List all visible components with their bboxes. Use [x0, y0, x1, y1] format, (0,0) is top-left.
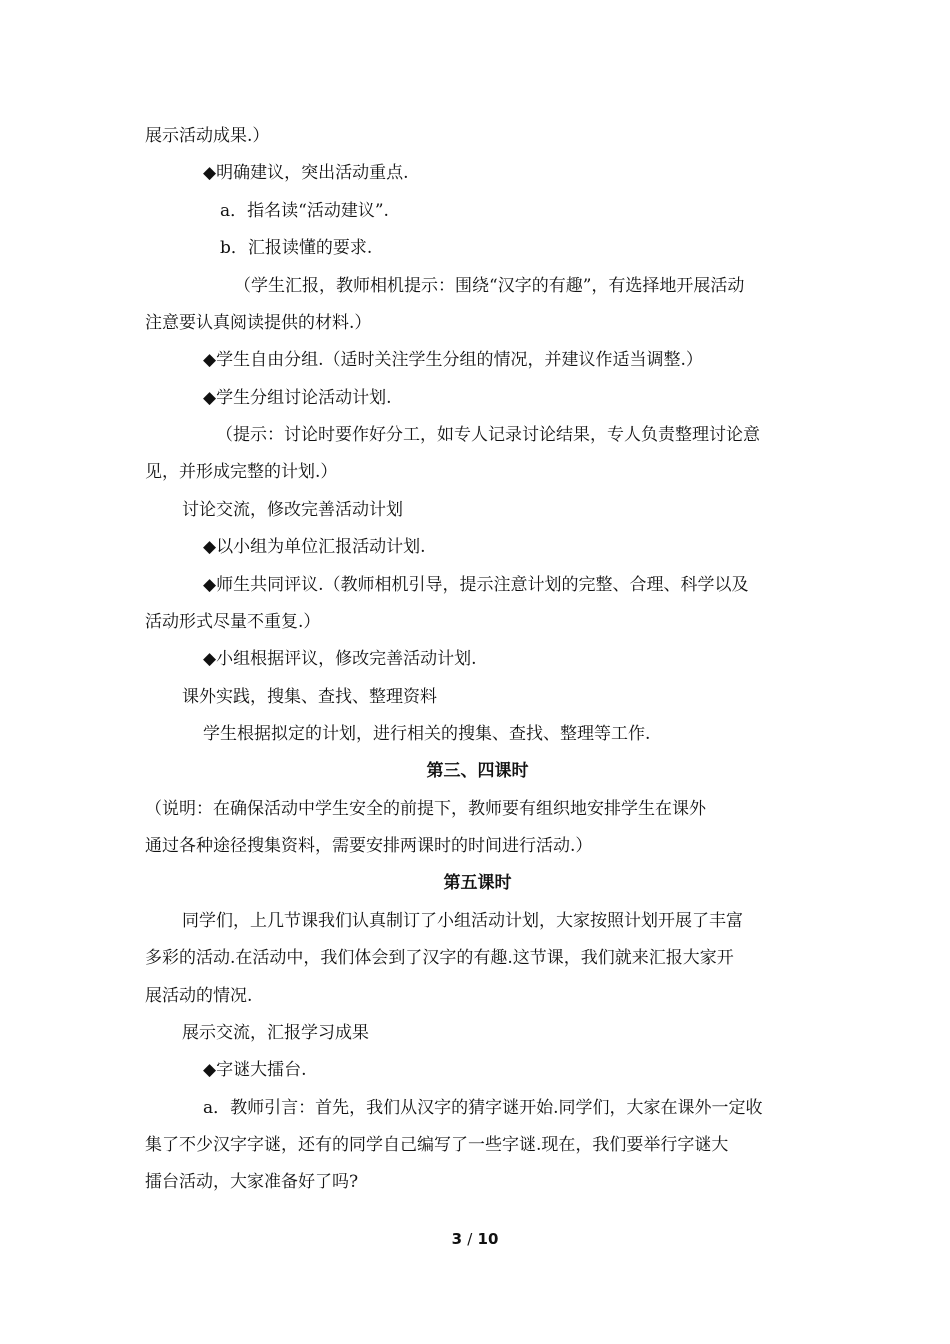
- section-label: 讨论交流，修改完善活动计划: [182, 500, 403, 520]
- bullet-line: ◆明确建议，突出活动重点.: [203, 163, 409, 183]
- text-line: 展活动的情况.: [145, 986, 253, 1006]
- text-line: 注意要认真阅读提供的材料.）: [145, 313, 372, 333]
- section-heading: 第三、四课时: [426, 761, 529, 781]
- bullet-line: ◆字谜大擂台.: [203, 1060, 307, 1080]
- bullet-line: ◆学生自由分组.（适时关注学生分组的情况，并建议作适当调整.）: [203, 350, 703, 370]
- list-item: a．教师引言：首先，我们从汉字的猜字谜开始.同学们，大家在课外一定收: [203, 1098, 763, 1118]
- section-label: 展示交流，汇报学习成果: [182, 1023, 369, 1043]
- text-line: 通过各种途径搜集资料，需要安排两课时的时间进行活动.）: [145, 836, 593, 856]
- bullet-line: ◆学生分组讨论活动计划.: [203, 388, 392, 408]
- page-total: 10: [477, 1230, 499, 1248]
- bullet-line: ◆小组根据评议，修改完善活动计划.: [203, 649, 477, 669]
- text-line: 见，并形成完整的计划.）: [145, 462, 338, 482]
- text-line: （学生汇报，教师相机提示：围绕“汉字的有趣”，有选择地开展活动: [234, 276, 745, 296]
- text-line: 擂台活动，大家准备好了吗?: [145, 1172, 359, 1192]
- text-line: 活动形式尽量不重复.）: [145, 612, 321, 632]
- page-separator: /: [467, 1230, 473, 1248]
- text-line: （提示：讨论时要作好分工，如专人记录讨论结果，专人负责整理讨论意: [216, 425, 760, 445]
- text-line: 展示活动成果.）: [145, 126, 270, 146]
- text-line: 同学们，上几节课我们认真制订了小组活动计划，大家按照计划开展了丰富: [182, 911, 743, 931]
- section-label: 课外实践，搜集、查找、整理资料: [182, 687, 437, 707]
- page-number: [0, 1228, 950, 1250]
- text-line: 多彩的活动.在活动中，我们体会到了汉字的有趣.这节课，我们就来汇报大家开: [145, 948, 734, 968]
- text-line: （说明：在确保活动中学生安全的前提下，教师要有组织地安排学生在课外: [145, 799, 706, 819]
- text-line: 集了不少汉字字谜，还有的同学自己编写了一些字谜.现在，我们要举行字谜大: [145, 1135, 729, 1155]
- page-current: 3: [451, 1230, 463, 1248]
- list-item: b．汇报读懂的要求.: [220, 238, 373, 258]
- list-item: a．指名读“活动建议”.: [220, 201, 389, 221]
- section-heading: 第五课时: [443, 873, 512, 893]
- bullet-line: ◆师生共同评议.（教师相机引导，提示注意计划的完整、合理、科学以及: [203, 575, 749, 595]
- bullet-line: ◆以小组为单位汇报活动计划.: [203, 537, 426, 557]
- text-line: 学生根据拟定的计划，进行相关的搜集、查找、整理等工作.: [203, 724, 651, 744]
